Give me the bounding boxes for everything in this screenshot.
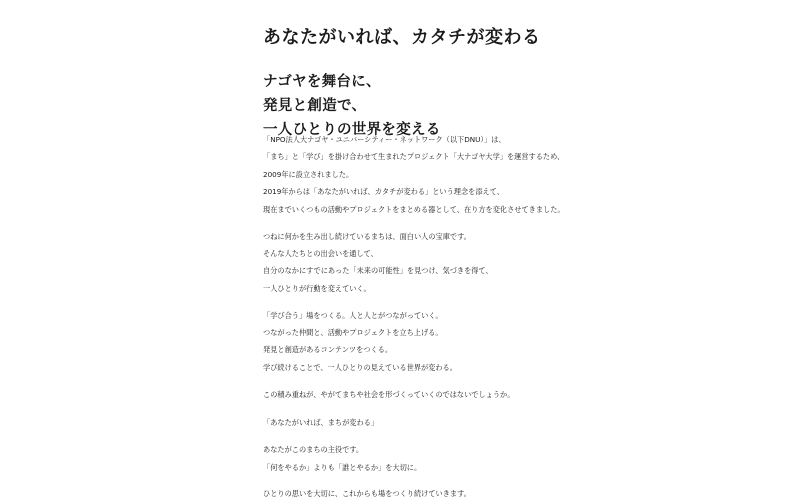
text-line: 2009年に設立されました。 xyxy=(263,169,354,179)
text-line: 自分のなかにすでにあった「未来の可能性」を見つけ、気づきを得て、 xyxy=(263,266,493,276)
text-line: 一人ひとりが行動を変えていく。 xyxy=(263,283,371,293)
text-line: 発見と創造があるコンテンツをつくる。 xyxy=(263,345,393,355)
text-line: つねに何かを生み出し続けているまちは、面白い人の宝庫です。 xyxy=(263,231,471,241)
text-line: 「NPO法人大ナゴヤ・ユニバーシティー・ネットワーク（以下DNU）」は、 xyxy=(263,135,506,144)
text-line: 現在までいくつもの活動やプロジェクトをまとめる器として、在り方を変化させてきました。 xyxy=(263,204,565,214)
paragraph-quote xyxy=(263,414,783,431)
body-text xyxy=(263,131,783,503)
text-line: ひとりの思いを大切に、これからも場をつくり続けていきます。 xyxy=(263,489,471,499)
paragraph-learning xyxy=(263,307,783,377)
text-line: 「何をやるか」よりも「誰とやるか」を大切に。 xyxy=(263,462,422,472)
paragraph-closing xyxy=(263,485,783,502)
subhead-line: 発見と創造で、 xyxy=(263,98,367,114)
paragraph-protagonist xyxy=(263,441,783,476)
text-line: あなたがこのまちの主役です。 xyxy=(263,445,364,455)
subhead-line: ナゴヤを舞台に、 xyxy=(263,74,381,90)
text-line: そんな人たちとの出会いを通して、 xyxy=(263,248,378,258)
paragraph-introduction xyxy=(263,131,783,218)
page-headline: あなたがいれば、カタチが変わる xyxy=(263,27,541,48)
paragraph-accumulation xyxy=(263,386,783,403)
text-line: つながった仲間と、活動やプロジェクトを立ち上げる。 xyxy=(263,328,443,338)
text-line: 2019年からは「あなたがいれば、カタチが変わる」という理念を添えて、 xyxy=(263,187,504,197)
text-line: 学び続けることで、一人ひとりの見えている世界が変わる。 xyxy=(263,362,457,372)
paragraph-city xyxy=(263,228,783,298)
subhead-line: 一人ひとりの世界を変える xyxy=(263,122,441,138)
text-line: この積み重ねが、やがてまちや社会を形づくっていくのではないでしょうか。 xyxy=(263,389,515,399)
text-line: 「あなたがいれば、まちが変わる」 xyxy=(263,418,379,428)
text-line: 「学び合う」場をつくる。人と人とがつながっていく。 xyxy=(263,310,443,320)
text-line: 「まち」と「学び」を掛け合わせて生まれたプロジェクト「大ナゴヤ大学」を運営するため、 xyxy=(263,152,565,162)
